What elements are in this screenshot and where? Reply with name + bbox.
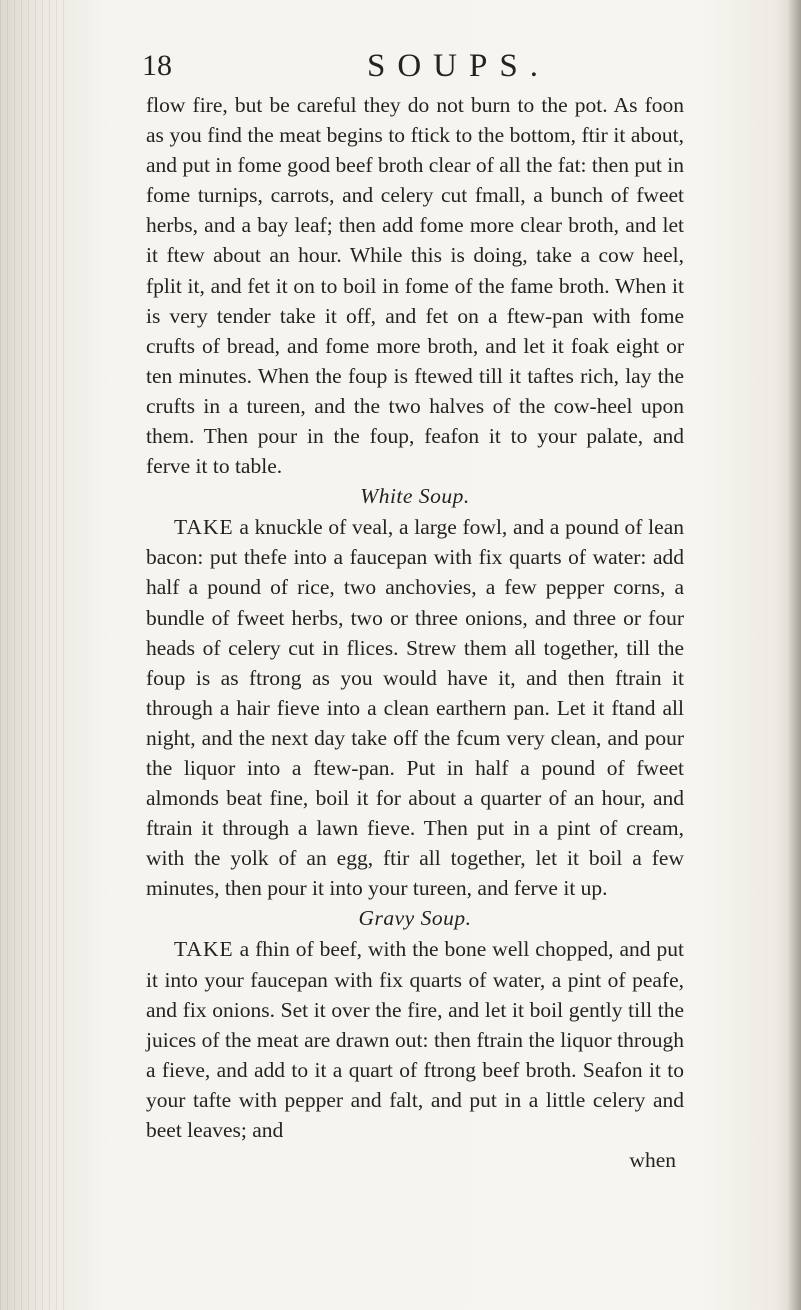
run-in-word: TAKE: [174, 515, 234, 540]
recipe-paragraph-gravy-soup: [146, 934, 684, 1145]
page-gutter: [0, 0, 70, 1310]
recipe-title-gravy-soup: Gravy Soup.: [358, 906, 472, 931]
recipe-paragraph-white-soup: [146, 512, 684, 903]
recipe-text: a fhin of beef, with the bone well chopped, and put it into your faucepan with fix quarts of water, a pint of peafe, and fix onions. Set it over the fire, and let it boil gently till the juices of the meat are drawn out: then ftrain the liquor through a fieve, and add to it a quart of ftrong beef broth. Seafon it to your tafte with pepper and falt, and put in a little celery and beet leaves; and: [146, 937, 685, 1142]
page-number: 18: [142, 49, 172, 82]
continued-paragraph: flow fire, but be careful they do not burn to the pot. As foon as you find the meat begins to ftick to the bottom, ftir it about, and put in fome good beef broth clear of all the fat: then put in fome turnips, carrots, and celery cut fmall, a bunch of fweet herbs, and a bay leaf; then add fome more clear broth, and let it ftew about an hour. While this is doing, take a cow heel, fplit it, and fet it on to boil in fome of the fame broth. When it is very tender take it off, and fet on a ftew-pan with fome crufts of bread, and fome more broth, and let it foak eight or ten minutes. When the foup is ftewed till it taftes rich, lay the crufts in a tureen, and the two halves of the cow-heel upon them. Then pour in the foup, feafon it to your palate, and ferve it to table.: [146, 93, 684, 479]
recipe-text: a knuckle of veal, a large fowl, and a pound of lean bacon: put thefe into a faucepan with fix quarts of water: add half a pound of rice, two anchovies, a few pepper corns, a bundle of fweet herbs, two or three onions, and three or four heads of celery cut in flices. Strew them all together, till the foup is as ftrong as you would have it, and then ftrain it through a hair fieve into a clean earthern pan. Let it ftand all night, and the next day take off the fcum very clean, and pour the liquor into a ftew-pan. Put in half a pound of fweet almonds beat fine, boil it for about a quarter of an hour, and ftrain it through a lawn fieve. Then put in a pint of cream, with the yolk of an egg, ftir all together, let it boil a few minutes, then pour it into your tureen, and ferve it up.: [146, 515, 684, 901]
running-head: SOUPS.: [367, 48, 550, 84]
page-header: [142, 48, 682, 88]
run-in-word: TAKE: [174, 937, 234, 962]
recipe-title-white-soup: White Soup.: [360, 484, 470, 509]
catchword: when: [629, 1148, 676, 1173]
page-edge-shadow: [787, 0, 801, 1310]
body-text: [146, 90, 684, 1175]
